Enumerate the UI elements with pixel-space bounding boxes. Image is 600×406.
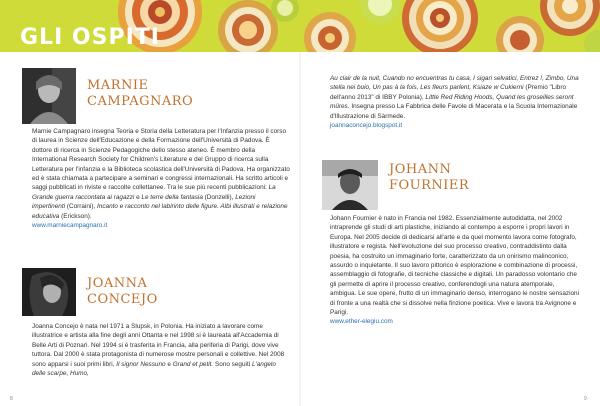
guest-name-johann-fournier: JOHANN FOURNIER <box>389 162 470 193</box>
circle-group-right <box>402 0 600 52</box>
website-link-joanna[interactable]: joannaconcejo.blogspot.it <box>330 122 403 130</box>
guest-bio-joanna-concejo-continued: Au clair de la nuit, Cuando no encuentras tu casa, I sigari selvatici, Entrez !, Zimbo, Una stella nei buio, Un pas à la fois, Les fleurs parlent, Ksiaze w Cukierni (Premio "Libro dell'anno 2013" di IBBY Polonia), Little Red Riding Hoods, Quand les groseilles seront mûres. Insegna presso La Fabbrica delle Favole di Macerata e la Scuola Internazionale d'Illustrazione di Sàrmede. joannaconcejo.blogspot.it <box>330 75 579 130</box>
website-link-marnie[interactable]: www.marniecampagnaro.it <box>32 222 108 230</box>
guest-bio-marnie-campagnaro: Marnie Campagnaro insegna Teoria e Storia della Letteratura per l'Infanzia presso il corso di laurea in Scienze dell'Educazione e della Formazione dell'Università di Padova. È dottore di ricerca in Scienze Pedagogiche dello stesso ateneo. È membro della International Research Society for Children's Literature e del Gruppo di ricerca sulla Letteratura per l'infanzia e la Biblioteca scolastica dell'Università di Padova. Ha organizzato ed è stata chiamata a partecipare a seminari e congressi internazionali. Ha scritto articoli e saggi pubblicati in riviste e raccolte collettanee. Tra le sue più recenti pubblicazioni: La Grande guerra raccontata ai ragazzi e Le terre della fantasia (Donzelli), Lezioni impertinenti (Corraini), Incanto e racconto nel labirinto delle figure. Albi illustrati e relazione educativa (Erickson). www.marniecampagnaro.it <box>32 128 290 230</box>
guest-bio-johann-fournier: Johann Fournier è nato in Francia nel 1982. Essenzialmente autodidatta, nel 2002 intraprende gli studi di arti plastiche, iniziando al contempo a esporre i propri lavori in Europa. Nel 2005 decide di dedicarsi all'arte e da quel momento lavora come fotografo, illustratore e regista. Nell'evoluzione del suo processo creativo, contraddistinto dalla poesia, ha costruito un immaginario forte, caratterizzato da un onirismo malinconico, assurdo o inquietante. Il suo lavoro pittorico è esplorazione e combinazione di processi, assemblaggio di fotografie, di tecniche classiche e digitali. Un paradosso volontario che gli permette di aprire il processo creativo, conferendogli una natura atemporale, ambigua. Le sue opere, frutto di un immaginario denso, interrogano le nostre sensazioni di fronte a una realtà che si dissolve nella finzione poetica. Vive e lavora tra Avignone e Parigi. www.ether-elegiu.com <box>330 215 580 326</box>
photo-joanna-concejo <box>22 268 76 316</box>
guest-bio-joanna-concejo: Joanna Concejo è nata nel 1971 a Slupsk, in Polonia. Ha iniziato a lavorare come illustratrice e artista alla fine degli anni Ottanta e nel 1998 si è laureata all'Accademia di Belle Arti di Poznań. Nel 1994 si è trasferita in Francia, alla periferia di Parigi, dove vive tuttora. Dal 2000 è stata protagonista di numerose mostre personali e collettive. Nel 2008 sono apparsi i suoi primi libri, Il signor Nessuno e Grand et petit. Sono seguiti L'angelo delle scarpe, Humo, <box>32 323 285 378</box>
page-number-right: 9 <box>584 396 587 402</box>
photo-marnie-campagnaro <box>22 68 76 124</box>
page-fold <box>299 52 301 406</box>
circle-group-center <box>304 0 400 52</box>
section-title: GLI OSPITI <box>20 25 160 50</box>
header-banner <box>0 0 600 52</box>
website-link-johann[interactable]: www.ether-elegiu.com <box>330 318 393 326</box>
guest-name-joanna-concejo: JOANNA CONCEJO <box>87 276 158 307</box>
guest-name-marnie-campagnaro: MARNIE CAMPAGNARO <box>87 78 194 109</box>
page-number-left: 8 <box>10 396 13 402</box>
photo-johann-fournier <box>322 160 378 210</box>
